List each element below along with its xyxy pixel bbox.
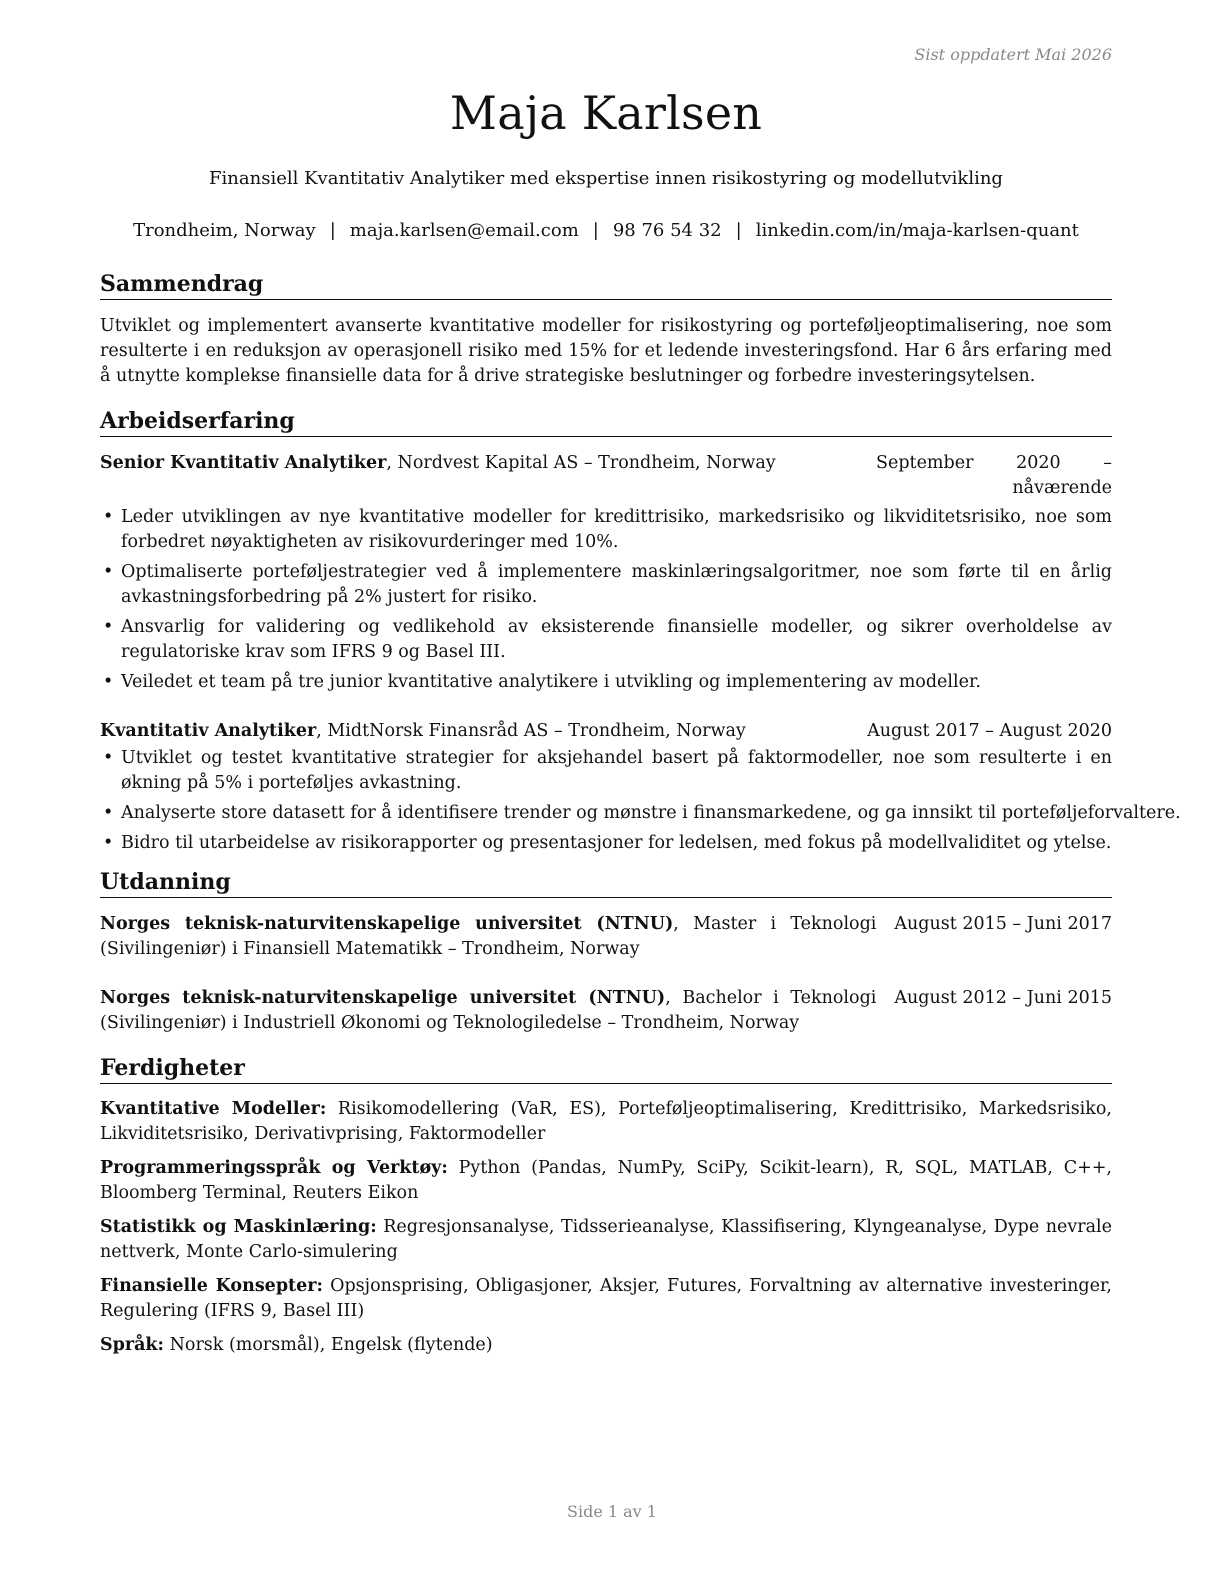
last-updated: Sist oppdatert Mai 2026 — [914, 45, 1112, 64]
contact-separator: | — [592, 220, 599, 241]
education-entry — [100, 986, 1112, 1036]
candidate-name: Maja Karlsen — [449, 86, 763, 140]
skill-label: Programmeringsspråk og Verktøy: — [100, 1158, 448, 1178]
tagline: Finansiell Kvantitativ Analytiker med ekspertise innen risikostyring og modellutvikling — [209, 168, 1003, 189]
skill-label: Finansielle Konsepter: — [100, 1276, 323, 1296]
contact-location: Trondheim, Norway — [133, 220, 316, 241]
section-title-summary: Sammendrag — [100, 270, 1112, 300]
list-item: • Ansvarlig for validering og vedlikehold av eksisterende finansielle modeller, og sikrer overholdelse av regulatoriske krav som IFRS 9 og Basel III. — [100, 615, 1112, 665]
skill-row — [100, 1274, 1112, 1324]
contact-line — [100, 220, 1112, 241]
section-title-experience: Arbeidserfaring — [100, 407, 1112, 437]
summary-text: Utviklet og implementert avanserte kvantitative modeller for risikostyring og porteføljeoptimalisering, noe som resulterte i en reduksjon av operasjonell risiko med 15% for et ledende investeringsfond. Har 6 års erfaring med å utnytte komplekse finansielle data for å drive strategiske beslutninger og forbedre investeringsytelsen. — [100, 316, 1112, 386]
job-role: Kvantitativ Analytiker — [100, 721, 317, 741]
job-org: , MidtNorsk Finansråd AS – Trondheim, Norway — [316, 721, 746, 741]
education-detail: , Master i Teknologi (Sivilingeniør) i Finansiell Matematikk – Trondheim, Norway — [100, 914, 877, 959]
skill-value: Python (Pandas, NumPy, SciPy, Scikit-learn), R, SQL, MATLAB, C++, Bloomberg Terminal, Reuters Eikon — [100, 1158, 1112, 1203]
list-item: • Leder utviklingen av nye kvantitative modeller for kredittrisiko, markedsrisiko og likviditetsrisiko, noe som forbedret nøyaktigheten av risikovurderinger med 10%. — [100, 505, 1112, 555]
skill-row — [100, 1215, 1112, 1265]
skill-label: Kvantitative Modeller: — [100, 1099, 327, 1119]
job-role: Senior Kvantitativ Analytiker — [100, 453, 387, 473]
skill-row — [100, 1097, 1112, 1147]
education-dates: August 2015 – Juni 2017 — [894, 914, 1112, 934]
contact-email[interactable]: maja.karlsen@email.com — [349, 220, 579, 241]
skill-label: Statistikk og Maskinlæring: — [100, 1217, 377, 1237]
education-detail: , Bachelor i Teknologi (Sivilingeniør) i Industriell Økonomi og Teknologiledelse – Trondheim, Norway — [100, 988, 877, 1033]
job-header — [100, 719, 1112, 744]
list-item: • Analyserte store datasett for å identifisere trender og mønstre i finansmarkedene, og ga innsikt til porteføljeforvaltere. — [100, 801, 1112, 826]
education-school: Norges teknisk-naturvitenskapelige universitet (NTNU) — [100, 914, 674, 934]
contact-linkedin[interactable]: linkedin.com/in/maja-karlsen-quant — [755, 220, 1079, 241]
resume-content — [100, 270, 1181, 1358]
education-school: Norges teknisk-naturvitenskapelige universitet (NTNU) — [100, 988, 666, 1008]
section-title-skills: Ferdigheter — [100, 1054, 1112, 1084]
education-entry — [100, 912, 1112, 962]
job-entry — [100, 451, 1112, 695]
list-item: • Utviklet og testet kvantitative strategier for aksjehandel basert på faktormodeller, noe som resulterte i en økning på 5% i porteføljes avkastning. — [100, 746, 1112, 796]
contact-separator: | — [735, 220, 742, 241]
job-org: , Nordvest Kapital AS – Trondheim, Norway — [386, 453, 776, 473]
job-dates: August 2017 – August 2020 — [867, 721, 1112, 741]
job-bullets — [100, 505, 1112, 695]
skill-label: Språk: — [100, 1335, 165, 1355]
job-bullets — [100, 746, 1181, 856]
job-header — [100, 451, 1112, 501]
contact-phone: 98 76 54 32 — [612, 220, 722, 241]
skill-row — [100, 1333, 1112, 1358]
list-item: • Bidro til utarbeidelse av risikorapporter og presentasjoner for ledelsen, med fokus på modellvaliditet og ytelse. — [100, 831, 1112, 856]
page-number: Side 1 av 1 — [567, 1502, 657, 1521]
list-item: • Optimaliserte porteføljestrategier ved å implementere maskinlæringsalgoritmer, noe som førte til en årlig avkastningsforbedring på 2% justert for risiko. — [100, 560, 1112, 610]
contact-separator: | — [329, 220, 336, 241]
job-entry — [100, 719, 1181, 856]
skill-value: Risikomodellering (VaR, ES), Porteføljeoptimalisering, Kredittrisiko, Markedsrisiko, Likviditetsrisiko, Derivativprising, Faktormodeller — [100, 1099, 1112, 1144]
skill-value: Norsk (morsmål), Engelsk (flytende) — [164, 1335, 493, 1355]
job-dates: September 2020 – nåværende — [876, 453, 1112, 498]
education-dates: August 2012 – Juni 2015 — [894, 988, 1112, 1008]
section-title-education: Utdanning — [100, 868, 1112, 898]
skill-value: Regresjonsanalyse, Tidsserieanalyse, Klassifisering, Klyngeanalyse, Dype nevrale nettverk, Monte Carlo-simulering — [100, 1217, 1113, 1262]
list-item: • Veiledet et team på tre junior kvantitative analytikere i utvikling og implementering av modeller. — [100, 670, 1112, 695]
skill-row — [100, 1156, 1112, 1206]
skill-value: Opsjonsprising, Obligasjoner, Aksjer, Futures, Forvaltning av alternative investeringer, Regulering (IFRS 9, Basel III) — [100, 1276, 1112, 1321]
